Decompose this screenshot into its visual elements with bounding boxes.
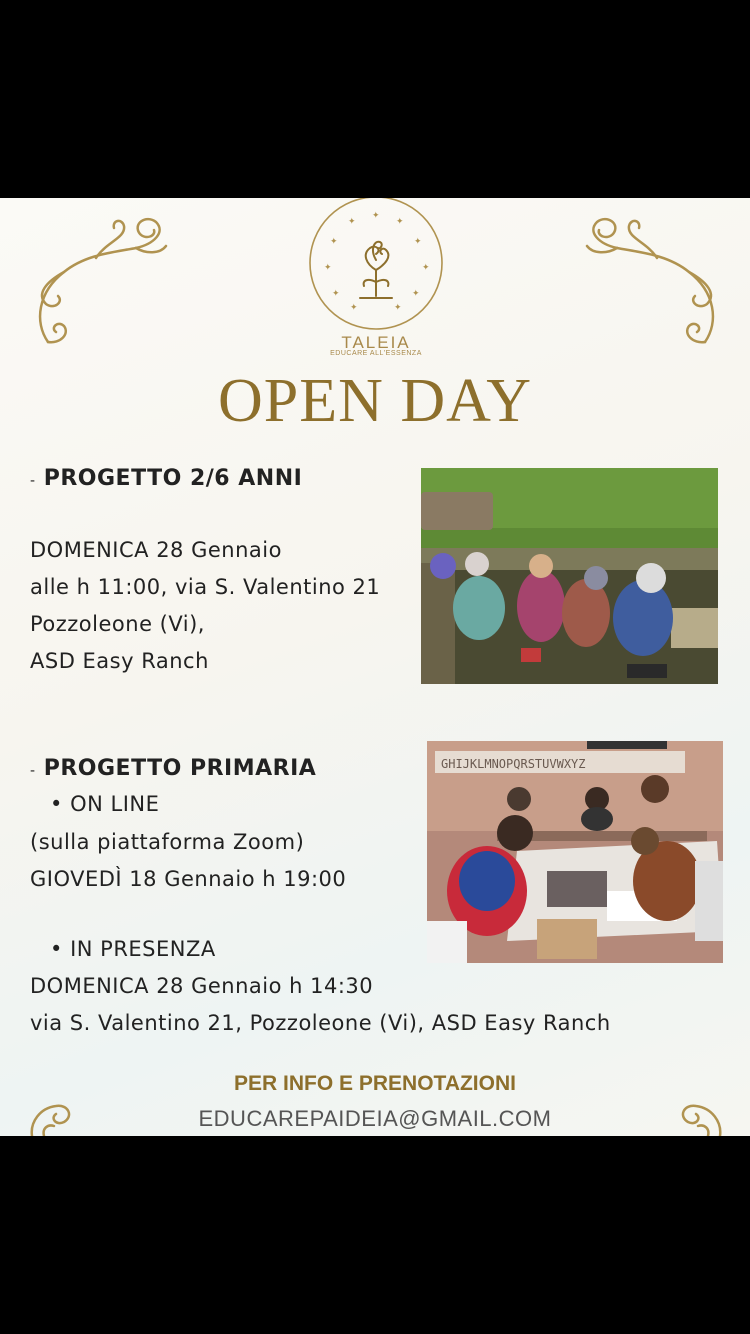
online-label	[50, 792, 159, 816]
brand-name: TALEIA	[341, 333, 411, 352]
top-right-flourish-icon	[582, 212, 727, 352]
section1-dash: -	[30, 473, 36, 489]
svg-text:✦: ✦	[350, 303, 358, 313]
page-title: OPEN DAY	[217, 367, 533, 435]
info-heading: PER INFO E PRENOTAZIONI	[234, 1072, 516, 1095]
svg-text:✦: ✦	[394, 303, 402, 313]
outdoor-kids-photo	[421, 468, 718, 684]
svg-text:✦: ✦	[332, 289, 340, 299]
section1-heading-text: PROGETTO 2/6 ANNI	[43, 466, 303, 491]
email-link[interactable]: EDUCAREPAIDEIA@GMAIL.COM	[198, 1106, 552, 1131]
presenza-address: via S. Valentino 21, Pozzoleone (Vi), ASD Easy Ranch	[30, 1011, 611, 1035]
open-day-poster	[0, 198, 750, 1136]
online-bullet: •	[50, 792, 63, 816]
presenza-bullet: •	[50, 937, 63, 961]
svg-text:✦: ✦	[372, 211, 380, 221]
online-date: GIOVEDÌ 18 Gennaio h 19:00	[30, 867, 347, 891]
svg-text:✦: ✦	[414, 237, 422, 247]
section2-heading-text: PROGETTO PRIMARIA	[43, 756, 317, 781]
presenza-label	[50, 937, 216, 961]
presenza-label-text: IN PRESENZA	[70, 937, 216, 961]
svg-text:✦: ✦	[412, 289, 420, 299]
tree-icon	[360, 242, 392, 298]
section1-line: Pozzoleone (Vi),	[30, 612, 205, 636]
section2-dash: -	[30, 763, 36, 779]
svg-text:✦: ✦	[324, 263, 332, 273]
online-platform: (sulla piattaforma Zoom)	[30, 830, 305, 854]
svg-text:✦: ✦	[348, 217, 356, 227]
presenza-date: DOMENICA 28 Gennaio h 14:30	[30, 974, 374, 998]
section1-line: DOMENICA 28 Gennaio	[30, 538, 282, 562]
section1-heading	[30, 466, 302, 491]
svg-text:✦: ✦	[422, 263, 430, 273]
online-label-text: ON LINE	[70, 792, 160, 816]
section1-line: alle h 11:00, via S. Valentino 21	[30, 575, 381, 599]
svg-text:✦: ✦	[396, 217, 404, 227]
section1-line: ASD Easy Ranch	[30, 649, 209, 673]
section2-heading	[30, 756, 316, 781]
alphabet-banner: GHIJKLMNOPQRSTUVWXYZ	[441, 757, 586, 771]
brand-tagline: EDUCARE ALL'ESSENZA	[330, 350, 422, 357]
top-left-flourish-icon	[26, 212, 171, 352]
svg-text:✦: ✦	[330, 237, 338, 247]
classroom-photo	[427, 741, 723, 963]
